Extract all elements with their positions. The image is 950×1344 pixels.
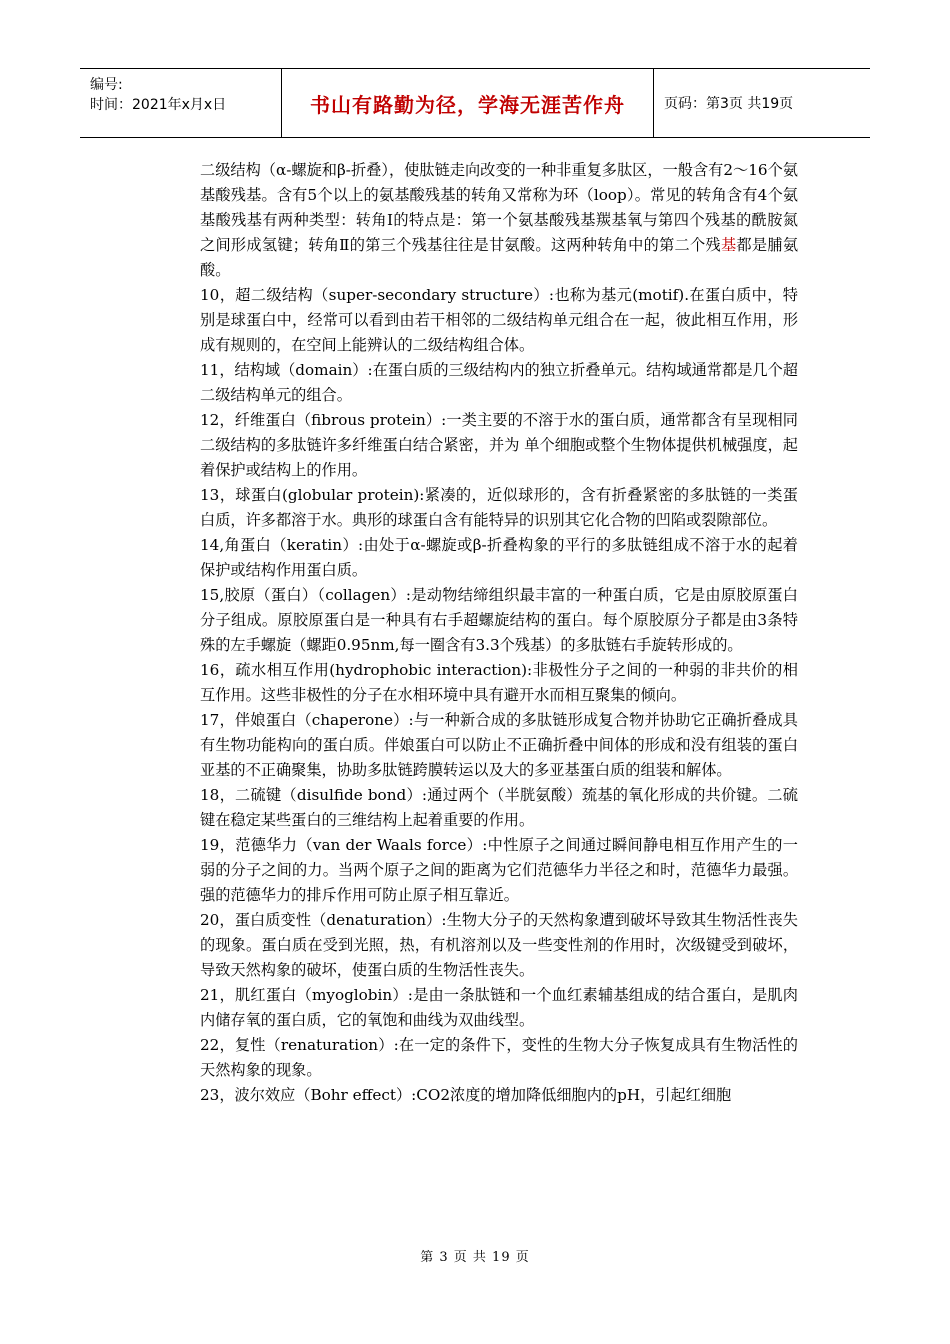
page-info: 页码：第3页 共19页 — [664, 96, 794, 112]
page-footer: 第 3 页 共 19 页 — [420, 1250, 530, 1265]
paragraph: 18，二硫键（disulfide bond）:通过两个（半胱氨酸）巯基的氧化形成的共价键。二硫键在稳定某些蛋白的三维结构上起着重要的作用。 — [200, 786, 798, 829]
paragraph: 15,胶原（蛋白）（collagen）:是动物结缔组织最丰富的一种蛋白质，它是由原胶原蛋白分子组成。原胶原蛋白是一种具有右手超螺旋结构的蛋白。每个原胶原分子都是由3条特殊的左手螺旋（螺距0.95nm,每一圈含有3.3个残基）的多肽链右手旋转形成的。 — [200, 586, 798, 654]
paragraph: 11，结构域（domain）:在蛋白质的三级结构内的独立折叠单元。结构域通常都是几个超二级结构单元的组合。 — [200, 361, 798, 404]
paragraph: 21，肌红蛋白（myoglobin）:是由一条肽链和一个血红素辅基组成的结合蛋白，是肌肉内储存氧的蛋白质，它的氧饱和曲线为双曲线型。 — [200, 986, 798, 1029]
motto: 书山有路勤为径，学海无涯苦作舟 — [282, 69, 654, 137]
paragraph — [200, 158, 798, 283]
header-table — [80, 68, 870, 138]
paragraph: 10，超二级结构（super-secondary structure）:也称为基元(motif).在蛋白质中，特别是球蛋白中，经常可以看到由若干相邻的二级结构单元组合在一起，彼此相互作用，形成有规则的，在空间上能辨认的二级结构组合体。 — [200, 286, 798, 354]
header-meta — [80, 69, 282, 137]
document-body — [200, 158, 798, 1108]
paragraph: 20，蛋白质变性（denaturation）:生物大分子的天然构象遭到破坏导致其生物活性丧失的现象。蛋白质在受到光照，热，有机溶剂以及一些变性剂的作用时，次级键受到破坏，导致天然构象的破坏，使蛋白质的生物活性丧失。 — [200, 911, 798, 979]
highlighted-char: 基 — [720, 236, 737, 254]
paragraph: 23，波尔效应（Bohr effect）:CO2浓度的增加降低细胞内的pH，引起红细胞 — [200, 1086, 732, 1104]
paragraph: 12，纤维蛋白（fibrous protein）:一类主要的不溶于水的蛋白质，通常都含有呈现相同二级结构的多肽链许多纤维蛋白结合紧密，并为 单个细胞或整个生物体提供机械强度，起着保护或结构上的作用。 — [200, 411, 798, 479]
paragraph: 22，复性（renaturation）:在一定的条件下，变性的生物大分子恢复成具有生物活性的天然构象的现象。 — [200, 1036, 798, 1079]
paragraph: 16，疏水相互作用(hydrophobic interaction):非极性分子之间的一种弱的非共价的相互作用。这些非极性的分子在水相环境中具有避开水而相互聚集的倾向。 — [200, 661, 798, 704]
paragraph: 19，范德华力（van der Waals force）:中性原子之间通过瞬间静电相互作用产生的一弱的分子之间的力。当两个原子之间的距离为它们范德华力半径之和时，范德华力最强。强的范德华力的排斥作用可防止原子相互靠近。 — [200, 836, 798, 904]
paragraph-text: 二级结构（α-螺旋和β-折叠），使肽链走向改变的一种非重复多肽区，一般含有2～16个氨基酸残基。含有5个以上的氨基酸残基的转角又常称为环（loop）。常见的转角含有4个氨基酸残基有两种类型：转角I的特点是：第一个氨基酸残基羰基氧与第四个残基的酰胺氮之间形成氢键；转角Ⅱ的第三个残基往往是甘氨酸。这两种转角中的第二个残 — [200, 161, 798, 254]
paragraph: 17，伴娘蛋白（chaperone）:与一种新合成的多肽链形成复合物并协助它正确折叠成具有生物功能构向的蛋白质。伴娘蛋白可以防止不正确折叠中间体的形成和没有组装的蛋白亚基的不正确聚集，协助多肽链跨膜转运以及大的多亚基蛋白质的组装和解体。 — [200, 711, 798, 779]
time-label: 时间：2021年x月x日 — [90, 97, 227, 113]
paragraph: 14,角蛋白（keratin）:由处于α-螺旋或β-折叠构象的平行的多肽链组成不溶于水的起着保护或结构作用蛋白质。 — [200, 536, 798, 579]
number-label: 编号: — [90, 77, 123, 93]
paragraph: 13，球蛋白(globular protein):紧凑的，近似球形的，含有折叠紧密的多肽链的一类蛋白质，许多都溶于水。典形的球蛋白含有能特异的识别其它化合物的凹陷或裂隙部位。 — [200, 486, 798, 529]
paragraph-text: 都是脯氨酸。 — [200, 236, 799, 279]
